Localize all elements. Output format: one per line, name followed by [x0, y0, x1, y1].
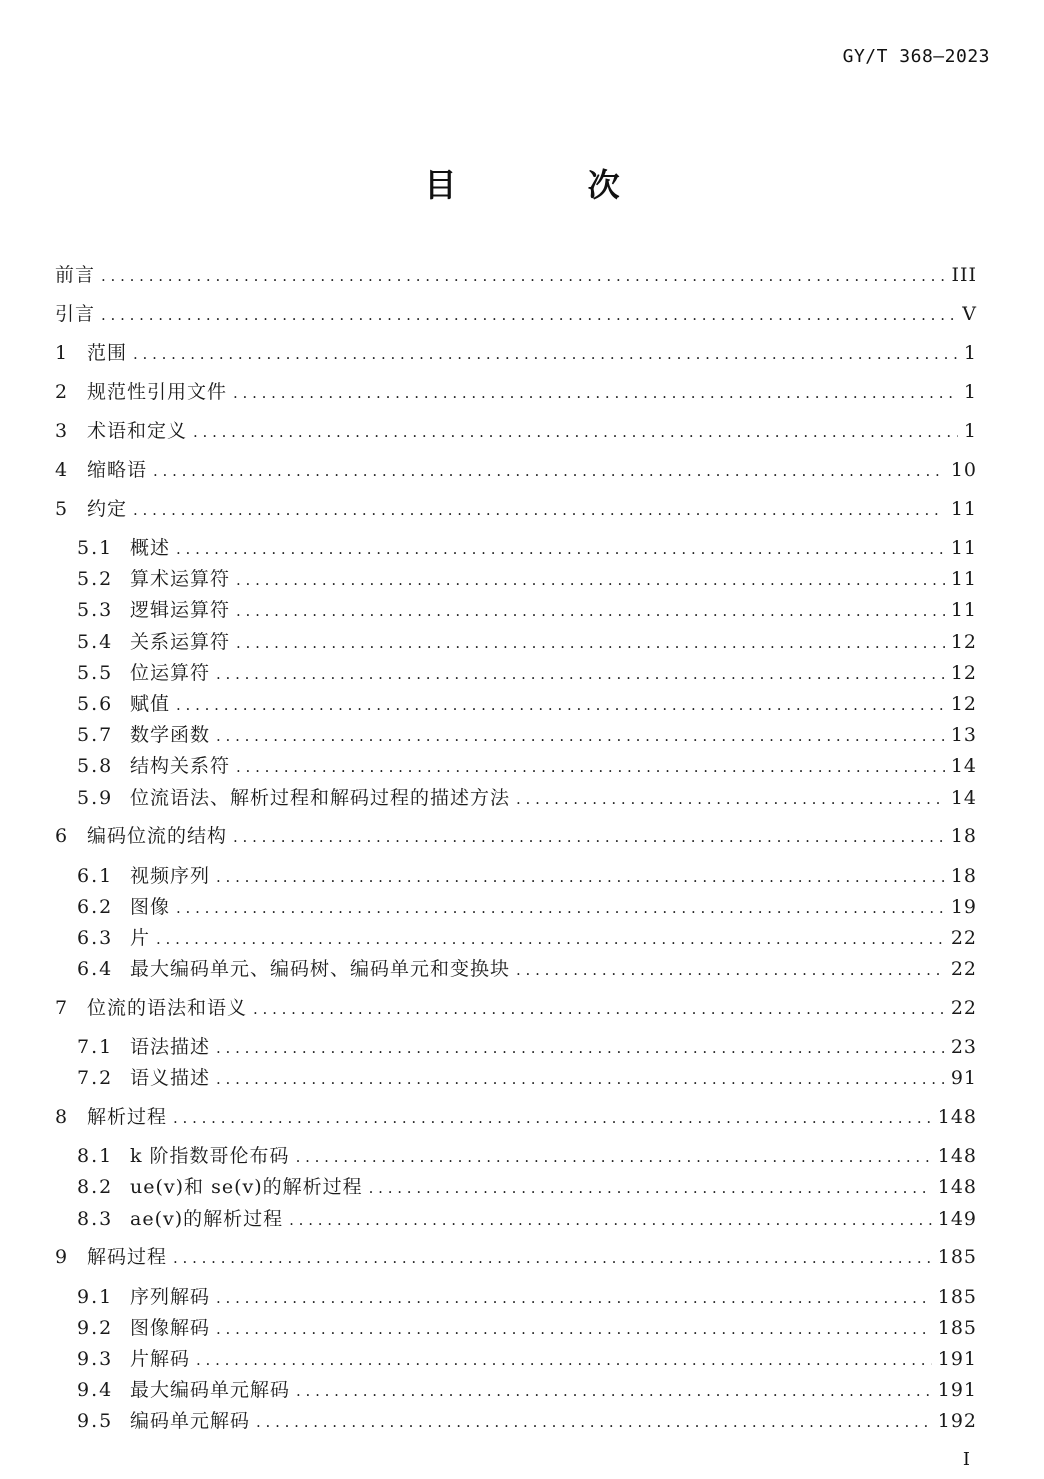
- toc-entry[interactable]: [77, 660, 977, 686]
- toc-entry[interactable]: [77, 566, 977, 592]
- toc-entry-title: 片解码: [130, 1348, 191, 1370]
- toc-entry-title: 片: [130, 927, 151, 949]
- toc-entry[interactable]: [77, 1034, 977, 1060]
- page-title: 目 次: [424, 166, 680, 204]
- toc-entry-page: 22: [950, 958, 977, 980]
- toc-entry-title: 引言: [55, 303, 96, 325]
- toc-leader-dots: [216, 1316, 932, 1342]
- toc-entry-page: 148: [937, 1106, 977, 1128]
- toc-entry-page: 1: [963, 342, 977, 364]
- toc-entry-title: 图像解码: [130, 1317, 211, 1339]
- toc-entry[interactable]: [77, 894, 977, 920]
- toc-entry-title: 范围: [87, 342, 128, 364]
- toc-leader-dots: [176, 692, 945, 718]
- toc-leader-dots: [516, 786, 945, 812]
- toc-entry[interactable]: [77, 1377, 977, 1403]
- toc-leader-dots: [289, 1207, 932, 1233]
- toc-entry-title: 序列解码: [130, 1286, 211, 1308]
- toc-entry-title: 语法描述: [130, 1036, 211, 1058]
- toc-entry[interactable]: [77, 956, 977, 982]
- toc-entry-page: III: [951, 264, 977, 286]
- toc-entry-number: 6: [55, 825, 70, 847]
- toc-leader-dots: [216, 1035, 945, 1061]
- toc-entry-page: 14: [950, 787, 977, 809]
- toc-leader-dots: [133, 341, 958, 367]
- toc-entry[interactable]: [77, 629, 977, 655]
- toc-leader-dots: [296, 1378, 932, 1404]
- toc-entry-number: 1: [55, 342, 70, 364]
- toc-leader-dots: [216, 1285, 932, 1311]
- toc-leader-dots: [216, 723, 945, 749]
- toc-entry-number: 9.3: [77, 1348, 114, 1370]
- toc-entry-title: 规范性引用文件: [87, 381, 228, 403]
- toc-leader-dots: [176, 895, 945, 921]
- toc-leader-dots: [193, 419, 958, 445]
- toc-entry[interactable]: [77, 1315, 977, 1341]
- toc-entry[interactable]: [77, 1346, 977, 1372]
- toc-entry-page: 11: [950, 568, 977, 590]
- toc-entry-page: 192: [937, 1410, 977, 1432]
- toc-entry[interactable]: [77, 722, 977, 748]
- toc-entry-number: 7: [55, 997, 70, 1019]
- toc-leader-dots: [233, 380, 958, 406]
- toc-entry-page: 18: [950, 825, 977, 847]
- toc-leader-dots: [233, 824, 945, 850]
- toc-entry[interactable]: [55, 379, 977, 405]
- toc-entry-number: 6.4: [77, 958, 114, 980]
- toc-entry-title: 语义描述: [130, 1067, 211, 1089]
- toc-entry-title: 算术运算符: [130, 568, 231, 590]
- toc-entry-title: ue(v)和 se(v)的解析过程: [130, 1176, 363, 1198]
- toc-leader-dots: [236, 630, 945, 656]
- toc-entry-title: 结构关系符: [130, 755, 231, 777]
- toc-entry-title: 视频序列: [130, 865, 211, 887]
- toc-entry-number: 6.2: [77, 896, 114, 918]
- toc-entry-page: 191: [937, 1379, 977, 1401]
- toc-entry[interactable]: [55, 301, 977, 327]
- toc-leader-dots: [256, 1409, 932, 1435]
- toc-leader-dots: [101, 263, 945, 289]
- toc-entry[interactable]: [55, 340, 977, 366]
- toc-entry[interactable]: [77, 785, 977, 811]
- standard-code: GY/T 368—2023: [842, 46, 990, 67]
- toc-entry-number: 9.5: [77, 1410, 114, 1432]
- toc-leader-dots: [253, 996, 945, 1022]
- toc-entry[interactable]: [55, 496, 977, 522]
- toc-entry-page: 23: [950, 1036, 977, 1058]
- toc-entry-number: 5.6: [77, 693, 114, 715]
- toc-entry-number: 6.3: [77, 927, 114, 949]
- toc-leader-dots: [216, 661, 945, 687]
- toc-leader-dots: [173, 1245, 932, 1271]
- toc-entry-page: 19: [950, 896, 977, 918]
- toc-entry-number: 5: [55, 498, 70, 520]
- toc-entry-page: 14: [950, 755, 977, 777]
- toc-entry[interactable]: [77, 1408, 977, 1434]
- toc-leader-dots: [101, 302, 956, 328]
- toc-entry-title: 概述: [130, 537, 171, 559]
- toc-entry-title: 术语和定义: [87, 420, 188, 442]
- toc-entry-number: 5.9: [77, 787, 114, 809]
- toc-entry-number: 8.2: [77, 1176, 114, 1198]
- toc-entry-title: ae(v)的解析过程: [130, 1208, 284, 1230]
- toc-entry-title: 数学函数: [130, 724, 211, 746]
- toc-entry[interactable]: [77, 1065, 977, 1091]
- toc-entry-page: V: [962, 303, 977, 325]
- toc-entry-page: 185: [937, 1246, 977, 1268]
- toc-leader-dots: [176, 536, 945, 562]
- toc-entry[interactable]: [77, 1284, 977, 1310]
- toc-entry-number: 5.8: [77, 755, 114, 777]
- toc-leader-dots: [133, 497, 945, 523]
- toc-entry-page: 91: [950, 1067, 977, 1089]
- toc-entry-title: 位流语法、解析过程和解码过程的描述方法: [130, 787, 511, 809]
- toc-entry[interactable]: [55, 1244, 977, 1270]
- toc-entry-number: 7.2: [77, 1067, 114, 1089]
- toc-entry-page: 11: [950, 498, 977, 520]
- toc-entry-title: 逻辑运算符: [130, 599, 231, 621]
- toc-entry[interactable]: [55, 823, 977, 849]
- toc-entry-title: 最大编码单元、编码树、编码单元和变换块: [130, 958, 511, 980]
- toc-entry-page: 185: [937, 1317, 977, 1339]
- toc-entry-page: 12: [950, 631, 977, 653]
- toc-entry-page: 149: [937, 1208, 977, 1230]
- toc-entry-page: 11: [950, 537, 977, 559]
- toc-leader-dots: [296, 1144, 932, 1170]
- toc-entry-page: 148: [937, 1145, 977, 1167]
- toc-leader-dots: [216, 1066, 945, 1092]
- toc-entry[interactable]: [77, 597, 977, 623]
- toc-entry[interactable]: [55, 457, 977, 483]
- toc-entry-number: 8.3: [77, 1208, 114, 1230]
- toc-entry-page: 1: [963, 420, 977, 442]
- toc-entry-page: 18: [950, 865, 977, 887]
- toc-leader-dots: [236, 567, 945, 593]
- toc-entry-page: 10: [950, 459, 977, 481]
- toc-leader-dots: [369, 1175, 932, 1201]
- toc-entry-number: 9.1: [77, 1286, 114, 1308]
- toc-entry[interactable]: [77, 1206, 977, 1232]
- toc-entry-page: 12: [950, 693, 977, 715]
- toc-entry[interactable]: [77, 925, 977, 951]
- toc-entry-page: 191: [937, 1348, 977, 1370]
- toc-leader-dots: [236, 754, 945, 780]
- toc-leader-dots: [196, 1347, 932, 1373]
- toc-entry-title: 图像: [130, 896, 171, 918]
- toc-entry-page: 12: [950, 662, 977, 684]
- toc-entry-title: 缩略语: [87, 459, 148, 481]
- toc-entry-number: 3: [55, 420, 70, 442]
- toc-entry-number: 5.3: [77, 599, 114, 621]
- toc-entry-number: 9.4: [77, 1379, 114, 1401]
- toc-leader-dots: [153, 458, 945, 484]
- toc-entry-page: 1: [963, 381, 977, 403]
- toc-entry[interactable]: [55, 262, 977, 288]
- toc-entry-title: 前言: [55, 264, 96, 286]
- toc-entry-number: 8: [55, 1106, 70, 1128]
- toc-entry-number: 2: [55, 381, 70, 403]
- toc-entry-title: 编码单元解码: [130, 1410, 251, 1432]
- toc-entry-number: 9.2: [77, 1317, 114, 1339]
- toc-entry-page: 11: [950, 599, 977, 621]
- toc-entry-number: 7.1: [77, 1036, 114, 1058]
- toc-entry-page: 185: [937, 1286, 977, 1308]
- toc-entry-number: 4: [55, 459, 70, 481]
- toc-entry-title: 编码位流的结构: [87, 825, 228, 847]
- toc-entry[interactable]: [77, 753, 977, 779]
- toc-entry[interactable]: [77, 1174, 977, 1200]
- toc-leader-dots: [216, 864, 945, 890]
- toc-entry-title: 约定: [87, 498, 128, 520]
- toc-entry-page: 22: [950, 997, 977, 1019]
- toc-entry-title: 解析过程: [87, 1106, 168, 1128]
- toc-entry-number: 8.1: [77, 1145, 114, 1167]
- toc-entry-number: 5.1: [77, 537, 114, 559]
- toc-entry-number: 5.5: [77, 662, 114, 684]
- page-number: I: [962, 1449, 970, 1470]
- toc-entry[interactable]: [77, 863, 977, 889]
- toc-entry-number: 9: [55, 1246, 70, 1268]
- toc-entry-title: 位流的语法和语义: [87, 997, 248, 1019]
- toc-entry[interactable]: [77, 1143, 977, 1169]
- toc-leader-dots: [236, 598, 945, 624]
- toc-entry-title: 解码过程: [87, 1246, 168, 1268]
- toc-entry-title: 关系运算符: [130, 631, 231, 653]
- toc-entry-title: 位运算符: [130, 662, 211, 684]
- toc-entry-title: k 阶指数哥伦布码: [130, 1145, 290, 1167]
- toc-entry-number: 5.4: [77, 631, 114, 653]
- toc-entry[interactable]: [77, 535, 977, 561]
- toc-entry-page: 22: [950, 927, 977, 949]
- toc-entry[interactable]: [55, 995, 977, 1021]
- toc-entry-page: 13: [950, 724, 977, 746]
- toc-leader-dots: [516, 957, 945, 983]
- toc-entry[interactable]: [77, 691, 977, 717]
- toc-entry[interactable]: [55, 1104, 977, 1130]
- toc-entry-number: 5.2: [77, 568, 114, 590]
- toc-entry-number: 6.1: [77, 865, 114, 887]
- toc-entry-page: 148: [937, 1176, 977, 1198]
- toc-entry[interactable]: [55, 418, 977, 444]
- toc-leader-dots: [173, 1105, 932, 1131]
- toc-entry-title: 最大编码单元解码: [130, 1379, 291, 1401]
- toc-entry-title: 赋值: [130, 693, 171, 715]
- toc-leader-dots: [156, 926, 945, 952]
- toc-entry-number: 5.7: [77, 724, 114, 746]
